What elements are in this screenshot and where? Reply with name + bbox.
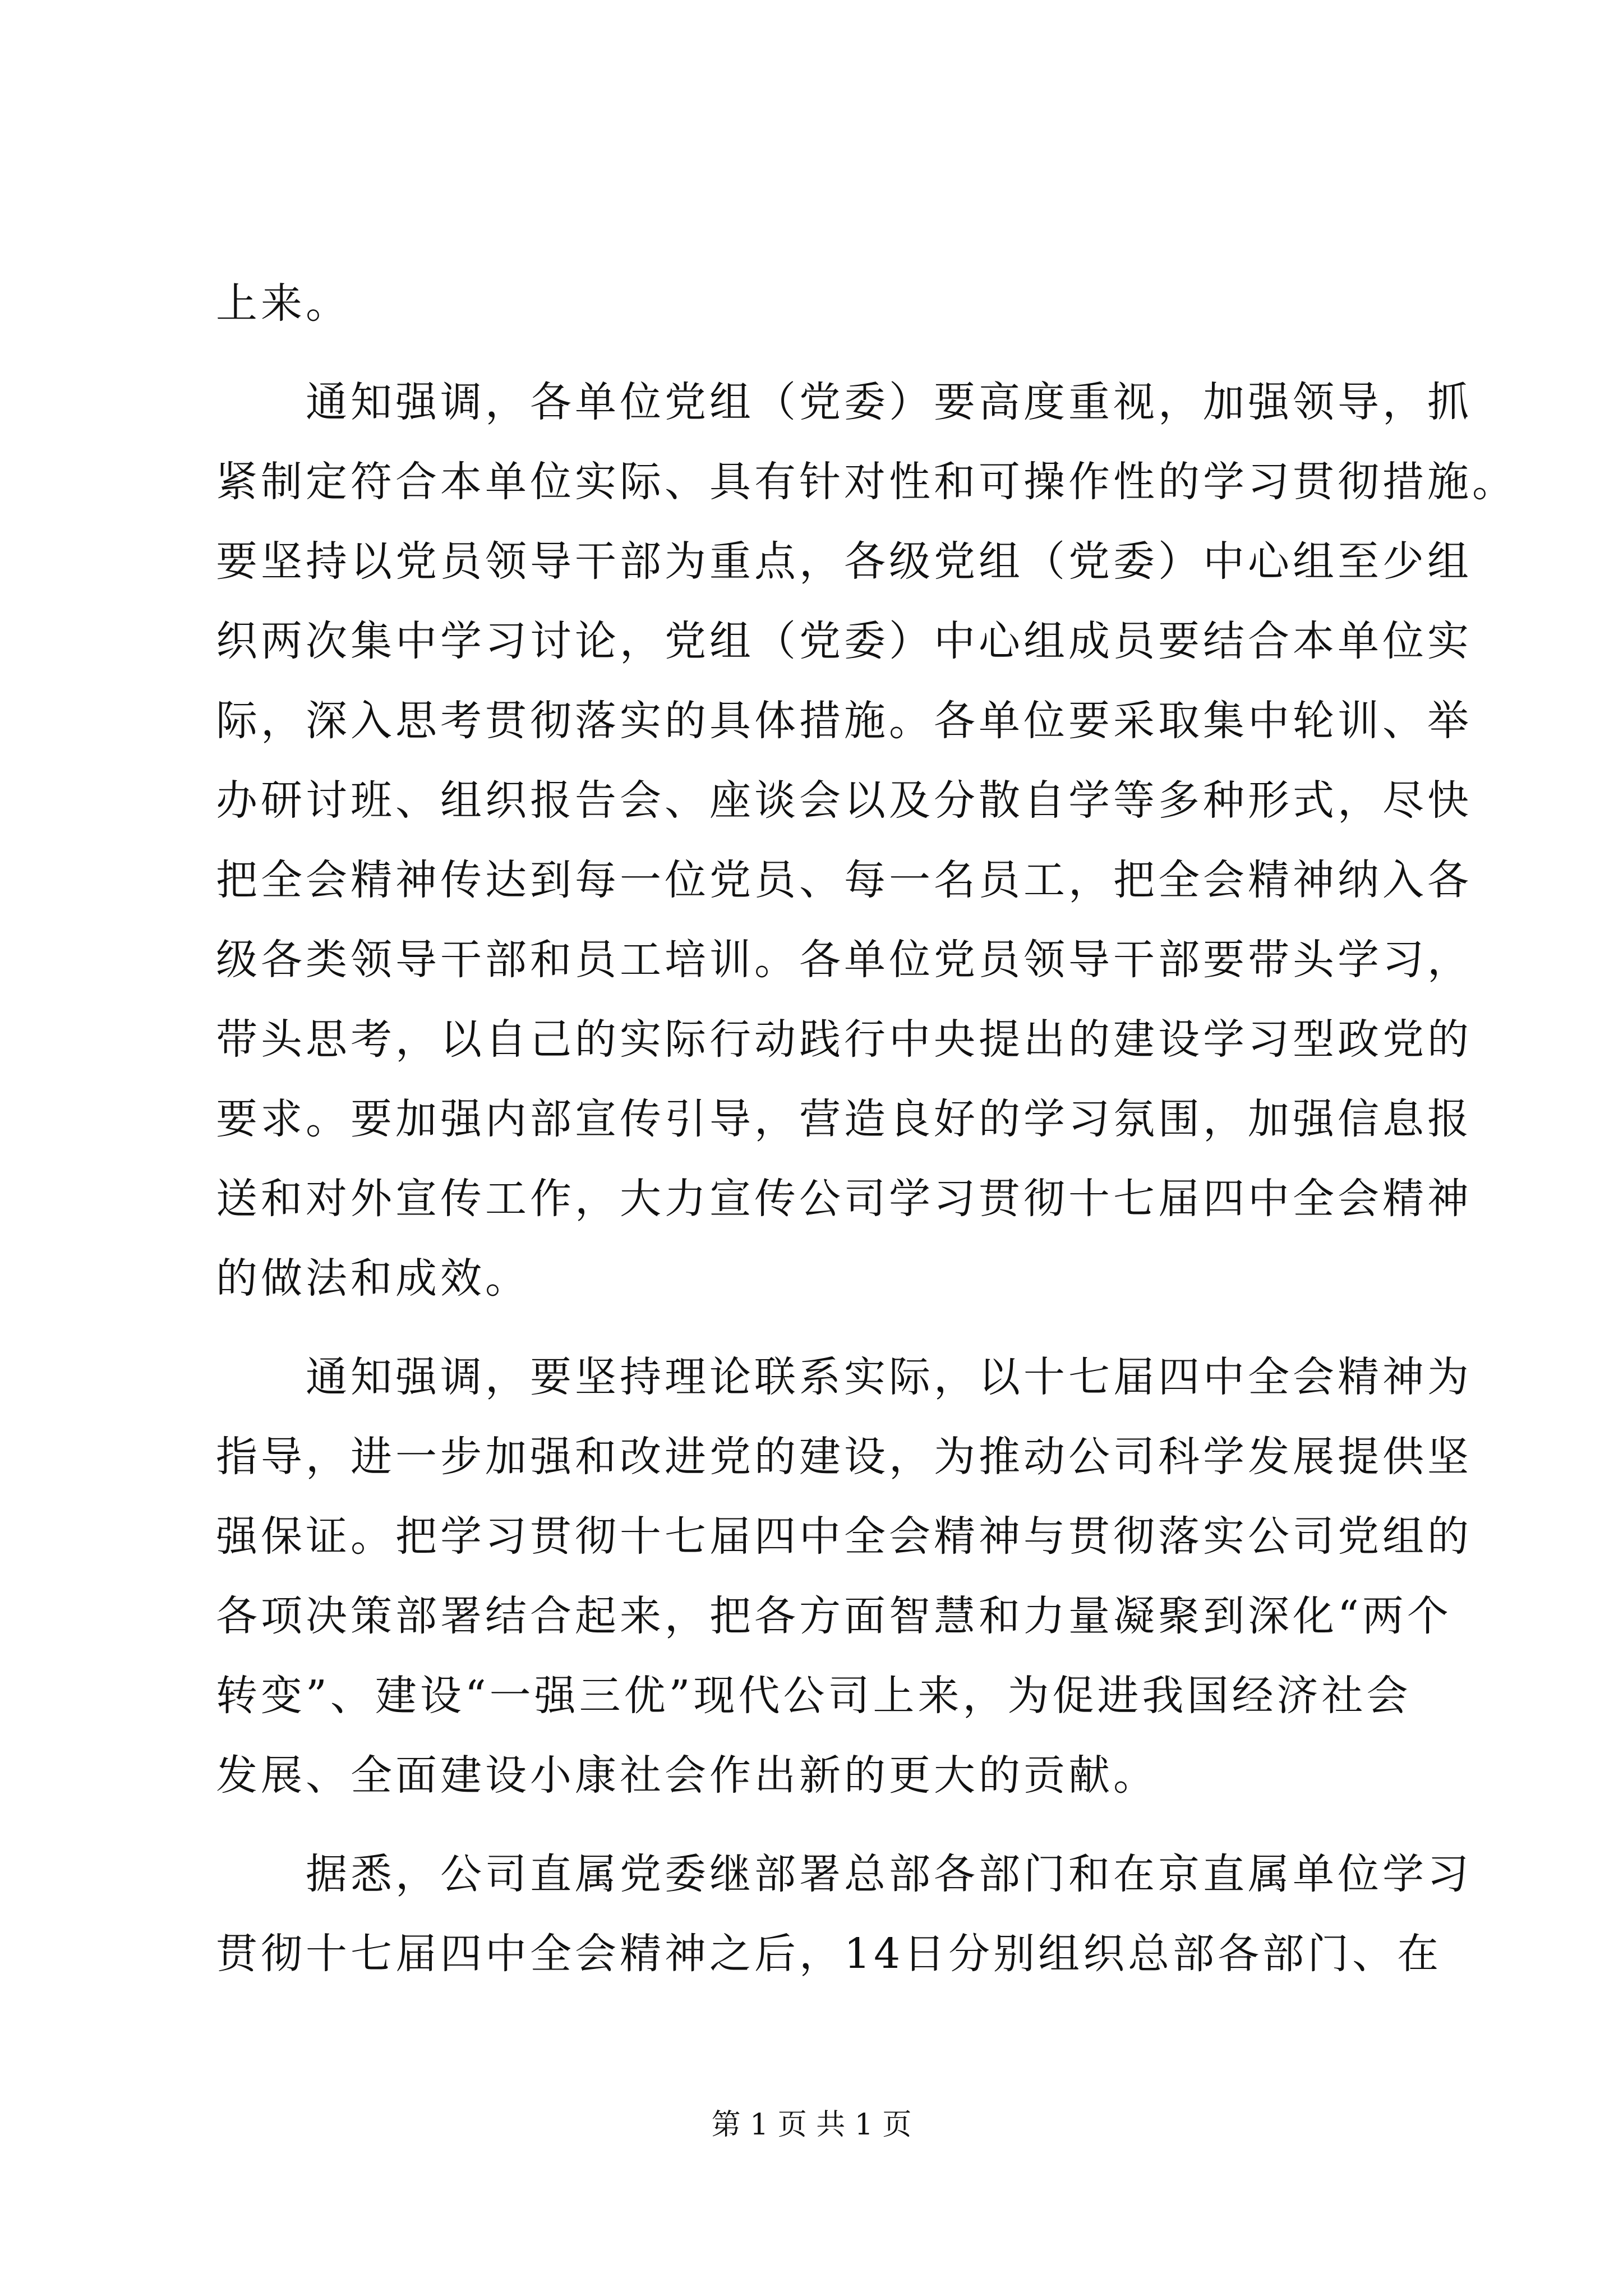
text-line: 带头思考，以自己的实际行动践行中央提出的建设学习型政党的 — [216, 1015, 1472, 1064]
text-line: 上来。 — [216, 279, 351, 328]
text-line: 指导，进一步加强和改进党的建设，为推动公司科学发展提供坚 — [216, 1433, 1472, 1481]
text-line: 际，深入思考贯彻落实的具体措施。各单位要采取集中轮训、举 — [216, 697, 1472, 745]
text-line: 通知强调，要坚持理论联系实际，以十七届四中全会精神为 — [306, 1353, 1472, 1401]
text-line: 强保证。把学习贯彻十七届四中全会精神与贯彻落实公司党组的 — [216, 1512, 1472, 1561]
text-line: 把全会精神传达到每一位党员、每一名员工，把全会精神纳入各 — [216, 856, 1472, 904]
text-line: 贯彻十七届四中全会精神之后，14日分别组织总部各部门、在 — [216, 1930, 1442, 1978]
text-line: 要坚持以党员领导干部为重点，各级党组（党委）中心组至少组 — [216, 537, 1472, 586]
text-line: 通知强调，各单位党组（党委）要高度重视，加强领导，抓 — [306, 378, 1472, 426]
page-footer — [0, 2101, 1623, 2143]
text-line: 发展、全面建设小康社会作出新的更大的贡献。 — [216, 1751, 1158, 1800]
text-line: 的做法和成效。 — [216, 1254, 530, 1303]
text-line: 转变”、建设“一强三优”现代公司上来，为促进我国经济社会 — [216, 1672, 1412, 1720]
text-line: 要求。要加强内部宣传引导，营造良好的学习氛围，加强信息报 — [216, 1095, 1472, 1143]
page-number-label: 第 1 页 共 1 页 — [711, 2108, 912, 2142]
text-line: 据悉，公司直属党委继部署总部各部门和在京直属单位学习 — [306, 1850, 1472, 1898]
document-body — [216, 264, 1517, 1994]
text-line: 织两次集中学习讨论，党组（党委）中心组成员要结合本单位实 — [216, 617, 1472, 665]
text-line: 级各类领导干部和员工培训。各单位党员领导干部要带头学习， — [216, 936, 1472, 984]
text-line: 紧制定符合本单位实际、具有针对性和可操作性的学习贯彻措施。 — [216, 458, 1517, 506]
text-line: 办研讨班、组织报告会、座谈会以及分散自学等多种形式，尽快 — [216, 776, 1472, 825]
text-line: 送和对外宣传工作，大力宣传公司学习贯彻十七届四中全会精神 — [216, 1175, 1472, 1223]
text-line: 各项决策部署结合起来，把各方面智慧和力量凝聚到深化“两个 — [216, 1592, 1452, 1640]
